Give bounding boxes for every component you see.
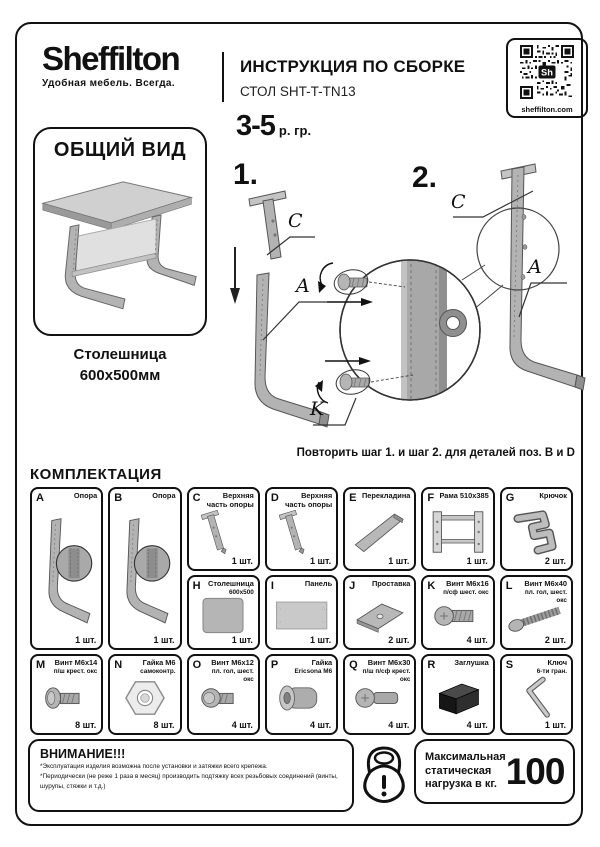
step1-label-a: A: [296, 275, 310, 297]
header-divider: [222, 52, 224, 102]
part-name: Винт М6х16 п/сф шест. окс: [443, 579, 489, 596]
part-qty: 1 шт.: [388, 556, 410, 566]
kit-item-k: [421, 575, 494, 650]
part-name: Ключ 6-ти гран.: [536, 658, 567, 675]
part-qty: 2 шт.: [388, 635, 410, 645]
warning-line-2: *Периодически (не реже 1 раза в месяц) производить подтяжку всех резьбовых соединений (винты, шурупы, стяжки и т.д.): [40, 773, 338, 790]
kit-item-h: [187, 575, 260, 650]
part-letter: Q: [349, 659, 358, 671]
part-qty: 1 шт.: [466, 556, 488, 566]
screw-icon: [426, 597, 489, 634]
kit-item-j: [343, 575, 416, 650]
kit-item-o: [187, 654, 260, 735]
warning-line-1: *Эксплуатация изделия возможна после установки и затяжки всего крепежа.: [40, 763, 268, 770]
part-qty: 4 шт.: [466, 635, 488, 645]
assembly-steps-diagram: [215, 155, 590, 460]
leg-icon: [113, 515, 176, 634]
hook-icon: [505, 509, 568, 555]
part-letter: D: [270, 492, 279, 504]
panel-icon: [270, 597, 333, 634]
part-qty: 8 шт.: [153, 720, 175, 730]
part-name: Панель: [304, 579, 333, 588]
part-name: Гайка М6 самоконтр.: [140, 658, 176, 675]
part-name: Винт М6х12 пл. гол, шест. окс: [211, 658, 254, 683]
kit-item-l: [500, 575, 573, 650]
part-qty: 1 шт.: [231, 635, 253, 645]
kit-title: КОМПЛЕКТАЦИЯ: [30, 466, 162, 483]
barrel-nut-icon: [270, 676, 333, 719]
part-name: Рама 510х385: [439, 491, 489, 500]
repeat-note: Повторить шаг 1. и шаг 2. для деталей поз. В и D: [296, 447, 575, 459]
part-letter: A: [36, 492, 44, 504]
part-letter: E: [349, 492, 357, 504]
upper-leg-icon: [191, 509, 236, 555]
plug-icon: [426, 676, 489, 719]
svg-text:Sh: Sh: [541, 67, 553, 78]
page-title: ИНСТРУКЦИЯ ПО СБОРКЕ: [240, 57, 466, 76]
age-group-value: 3-5: [236, 110, 275, 142]
part-qty: 4 шт.: [466, 720, 488, 730]
part-qty: 1 шт.: [310, 635, 332, 645]
part-name: Перекладина: [361, 491, 411, 500]
part-name: Опора: [152, 491, 176, 500]
brand-tagline: Удобная мебель. Всегда.: [42, 78, 176, 89]
table-illustration: [37, 162, 203, 314]
part-name: Опора: [73, 491, 98, 500]
kit-item-q: [343, 654, 416, 735]
part-letter: J: [349, 580, 356, 592]
header-titles: [240, 57, 500, 99]
step2-label-a: A: [528, 256, 542, 278]
step2-number: 2.: [412, 161, 438, 194]
part-letter: L: [505, 580, 513, 592]
long-screw-icon: [505, 597, 568, 634]
part-qty: 1 шт.: [231, 556, 253, 566]
part-letter: R: [427, 659, 436, 671]
kit-item-n: [108, 654, 181, 735]
kit-item-m: [30, 654, 103, 735]
part-name: Верхняя часть опоры: [206, 491, 254, 509]
part-name: Крючок: [539, 491, 567, 500]
brand-name: Sheffilton: [42, 40, 180, 77]
kit-item-a: [30, 487, 103, 650]
part-name: Гайка Ericsona М6: [294, 658, 333, 675]
part-name: Верхняя часть опоры: [285, 491, 333, 509]
tabletop-caption-word: Столешница: [73, 346, 167, 363]
part-name: Винт М6х40 пл. гол, шест. окс: [524, 579, 567, 604]
qr-caption: sheffilton.com: [521, 105, 573, 114]
part-qty: 4 шт.: [231, 720, 253, 730]
part-letter: H: [192, 580, 201, 592]
part-qty: 4 шт.: [388, 720, 410, 730]
step2-label-k: K: [310, 398, 325, 420]
kit-item-r: [421, 654, 494, 735]
leg-icon: [35, 515, 98, 634]
tabletop-icon: [192, 597, 255, 634]
part-qty: 1 шт.: [310, 556, 332, 566]
hex-key-icon: [505, 676, 568, 719]
kit-grid: [30, 487, 573, 735]
upper-leg-icon: [269, 509, 314, 555]
kit-item-i: [265, 575, 338, 650]
part-name: Винт М6х30 п/ш п/сф крест. окс: [362, 658, 411, 683]
age-group: [236, 110, 311, 143]
screw-icon: [35, 676, 98, 719]
part-letter: N: [114, 659, 123, 671]
kettlebell-icon: [360, 744, 408, 804]
part-letter: P: [270, 659, 279, 671]
part-letter: M: [36, 659, 46, 671]
part-qty: 1 шт.: [544, 720, 566, 730]
part-letter: G: [505, 492, 515, 504]
part-letter: S: [505, 659, 514, 671]
crossbar-icon: [348, 509, 411, 555]
max-load-value: 100: [505, 750, 565, 792]
part-letter: C: [192, 492, 201, 504]
step2-label-c: C: [451, 191, 466, 213]
screw-icon: [192, 676, 255, 719]
kit-item-e: [343, 487, 416, 571]
brand-logo: [42, 42, 212, 89]
qr-code-box: [506, 38, 588, 118]
step1-label-c: C: [288, 210, 303, 232]
kit-item-p: [265, 654, 338, 735]
frame-icon: [426, 509, 489, 555]
part-letter: K: [427, 580, 436, 592]
general-view-title: ОБЩИЙ ВИД: [53, 139, 187, 161]
part-letter: B: [114, 492, 123, 504]
age-group-unit: р. гр.: [278, 123, 312, 138]
part-letter: O: [192, 659, 202, 671]
kit-item-s: [500, 654, 573, 735]
part-qty: 2 шт.: [544, 556, 566, 566]
kit-item-g: [500, 487, 573, 571]
spacer-icon: [348, 597, 411, 634]
part-qty: 8 шт.: [75, 720, 97, 730]
tabletop-caption: [33, 344, 207, 386]
screw-icon: [348, 676, 411, 719]
warning-box: [28, 739, 354, 812]
kit-item-d: [265, 487, 338, 571]
part-name: Заглушка: [454, 658, 489, 667]
kit-item-c: [187, 487, 260, 571]
max-load-box: [414, 739, 575, 804]
part-letter: F: [427, 492, 435, 504]
part-qty: 1 шт.: [153, 635, 175, 645]
part-name: Столешница 600х500: [208, 579, 254, 596]
general-view-box: [33, 127, 207, 336]
step1-number: 1.: [233, 158, 259, 191]
part-qty: 2 шт.: [544, 635, 566, 645]
tabletop-dimensions: 600х500мм: [79, 367, 161, 384]
max-load-label: Максимальная статическая нагрузка в кг.: [425, 750, 506, 791]
qr-code-icon: [520, 45, 574, 99]
part-letter: I: [270, 580, 274, 592]
part-name: Винт М6х14 п/ш крест. окс: [53, 658, 98, 675]
product-name: СТОЛ SHT-T-TN13: [240, 84, 356, 99]
warning-title: ВНИМАНИЕ!!!: [40, 747, 126, 761]
part-name: Проставка: [371, 579, 411, 588]
part-qty: 1 шт.: [75, 635, 97, 645]
kit-item-b: [108, 487, 181, 650]
nut-icon: [113, 676, 176, 719]
kit-item-f: [421, 487, 494, 571]
part-qty: 4 шт.: [310, 720, 332, 730]
